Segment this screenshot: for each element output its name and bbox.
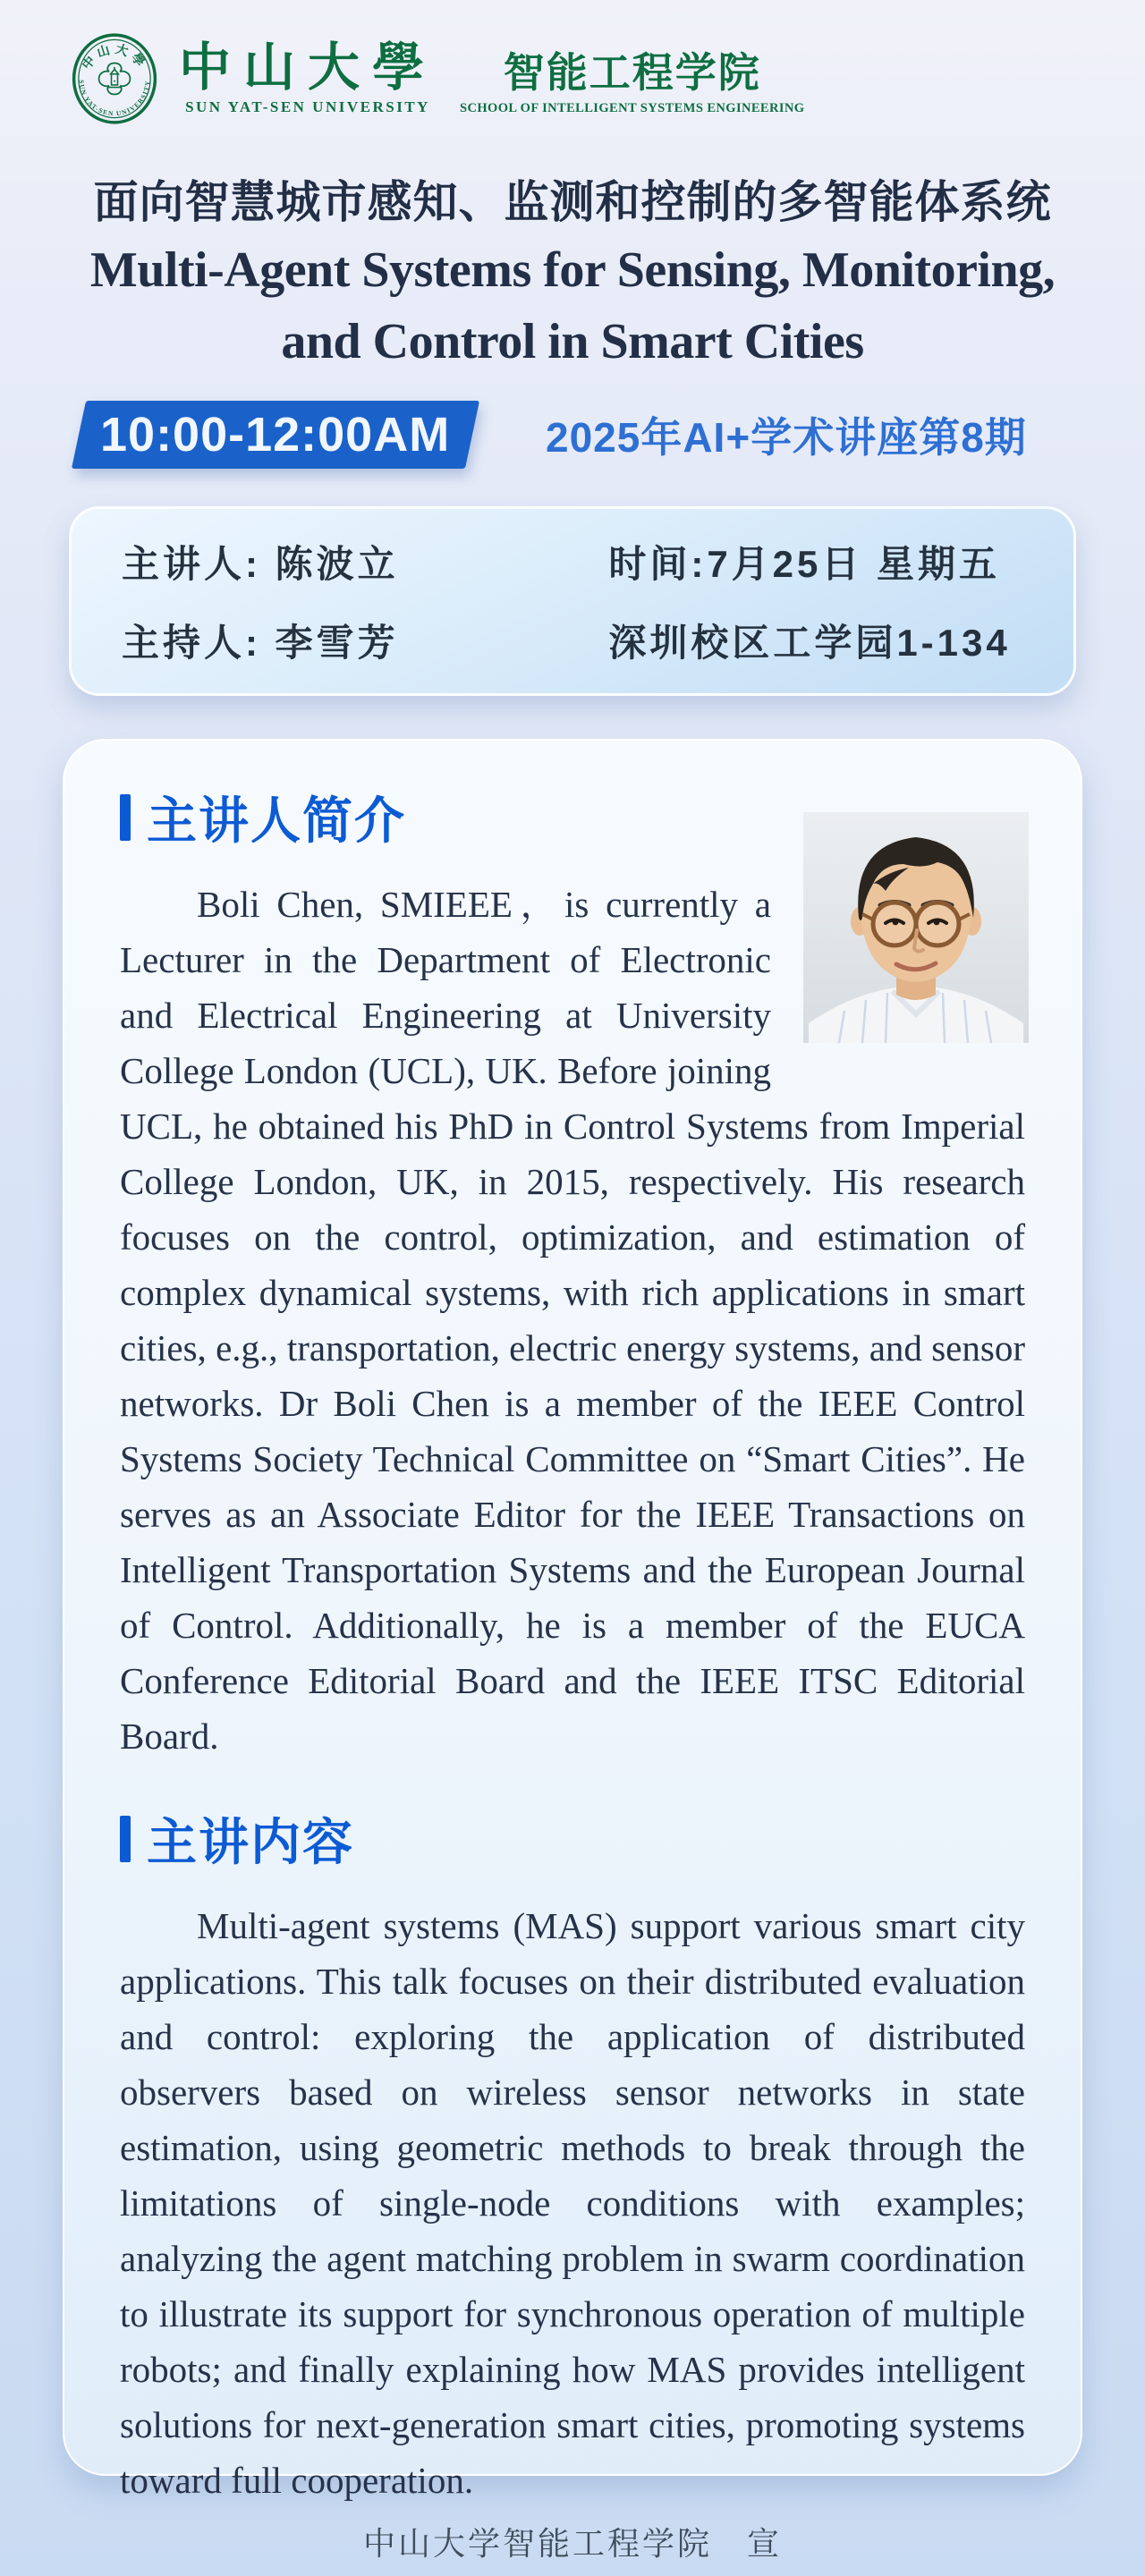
school-name-en: SCHOOL OF INTELLIGENT SYSTEMS ENGINEERING: [460, 100, 805, 115]
lecture-title-cn: 面向智慧城市感知、监测和控制的多智能体系统: [93, 177, 1052, 227]
series-title: 2025年AI+学术讲座第8期: [546, 414, 1027, 461]
time-label: 时间:: [608, 543, 708, 585]
time-row: [608, 535, 1023, 589]
talk-abstract-paragraph: Multi-agent systems (MAS) support various smart city applications. This talk focuses on their distributed evaluation and control: exploring the application of distributed observers based on wireless sensor networks in state estimation, using geometric methods to break through the limitations of single-node conditions with examples; analyzing the agent matching problem in swarm coordination to illustrate its support for synchronous operation of multiple robots; and finally explaining how MAS provides intelligent solutions for next-generation smart cities, promoting systems toward full cooperation.: [120, 1905, 1025, 2501]
university-name-cn: 中山大學: [179, 38, 437, 97]
heading-accent-bar: [120, 794, 131, 841]
time-value: 7月25日 星期五: [707, 543, 1001, 585]
speaker-bio-paragraph: Boli Chen, SMIEEE，is currently a Lecturer in the Department of Electronic and Electrical Engineering at University College London (UCL), UK. Before joining UCL, he obtained his PhD in Control Systems from Imperial College London, UK, in 2015, respectively. His research focuses on the control, optimization, and estimation of complex dynamical systems, with rich applications in smart cities, e.g., transportation, electric energy systems, and sensor networks. Dr Boli Chen is a member of the IEEE Control Systems Society Technical Committee on “Smart Cities”. He serves as an Associate Editor for the IEEE Transactions on Intelligent Transportation Systems and the European Journal of Control. Additionally, he is a member of the EUCA Conference Editorial Board and the IEEE ITSC Editorial Board.: [120, 884, 1025, 1757]
host-label: 主持人:: [122, 622, 261, 664]
svg-text:SUN YAT-SEN UNIVERSITY: SUN YAT-SEN UNIVERSITY: [77, 79, 152, 118]
speaker-label: 主讲人:: [122, 543, 261, 585]
host-name: 李雪芳: [275, 622, 399, 664]
speaker-photo: [803, 812, 1029, 1043]
section-heading-talk-content-text: 主讲内容: [147, 1814, 354, 1870]
school-name-cn: 智能工程学院: [503, 49, 761, 97]
section-heading-speaker-bio-text: 主讲人简介: [147, 792, 406, 849]
content-card: [63, 739, 1082, 2501]
lecture-title-en-line2: and Control in Smart Cities: [281, 314, 864, 369]
lecture-title-en: [0, 234, 1145, 377]
speaker-name: 陈波立: [275, 543, 399, 585]
svg-text:中山大學: 中山大學: [80, 42, 149, 73]
location-row: [608, 614, 1023, 667]
university-seal-icon: [72, 32, 157, 125]
banner-row: [0, 401, 1145, 469]
speaker-row: [122, 535, 608, 589]
time-banner: [72, 401, 479, 469]
university-name-en: SUN YAT-SEN UNIVERSITY: [185, 98, 430, 116]
time-banner-text: 10:00-12:00AM: [100, 408, 451, 462]
footer-credit: 中山大学智能工程学院 宣: [362, 2525, 782, 2562]
header-logo-row: [0, 0, 1145, 125]
university-name-block: [179, 38, 437, 117]
lecture-title-en-line1: Multi-Agent Systems for Sensing, Monitoring,: [89, 242, 1056, 298]
school-name-block: [460, 41, 804, 116]
heading-accent-bar: [120, 1816, 131, 1862]
host-row: [122, 614, 608, 667]
location-value: 深圳校区工学园1-134: [608, 622, 1011, 664]
event-info-card: [69, 506, 1076, 696]
section-heading-talk-content: [120, 1803, 1025, 1875]
